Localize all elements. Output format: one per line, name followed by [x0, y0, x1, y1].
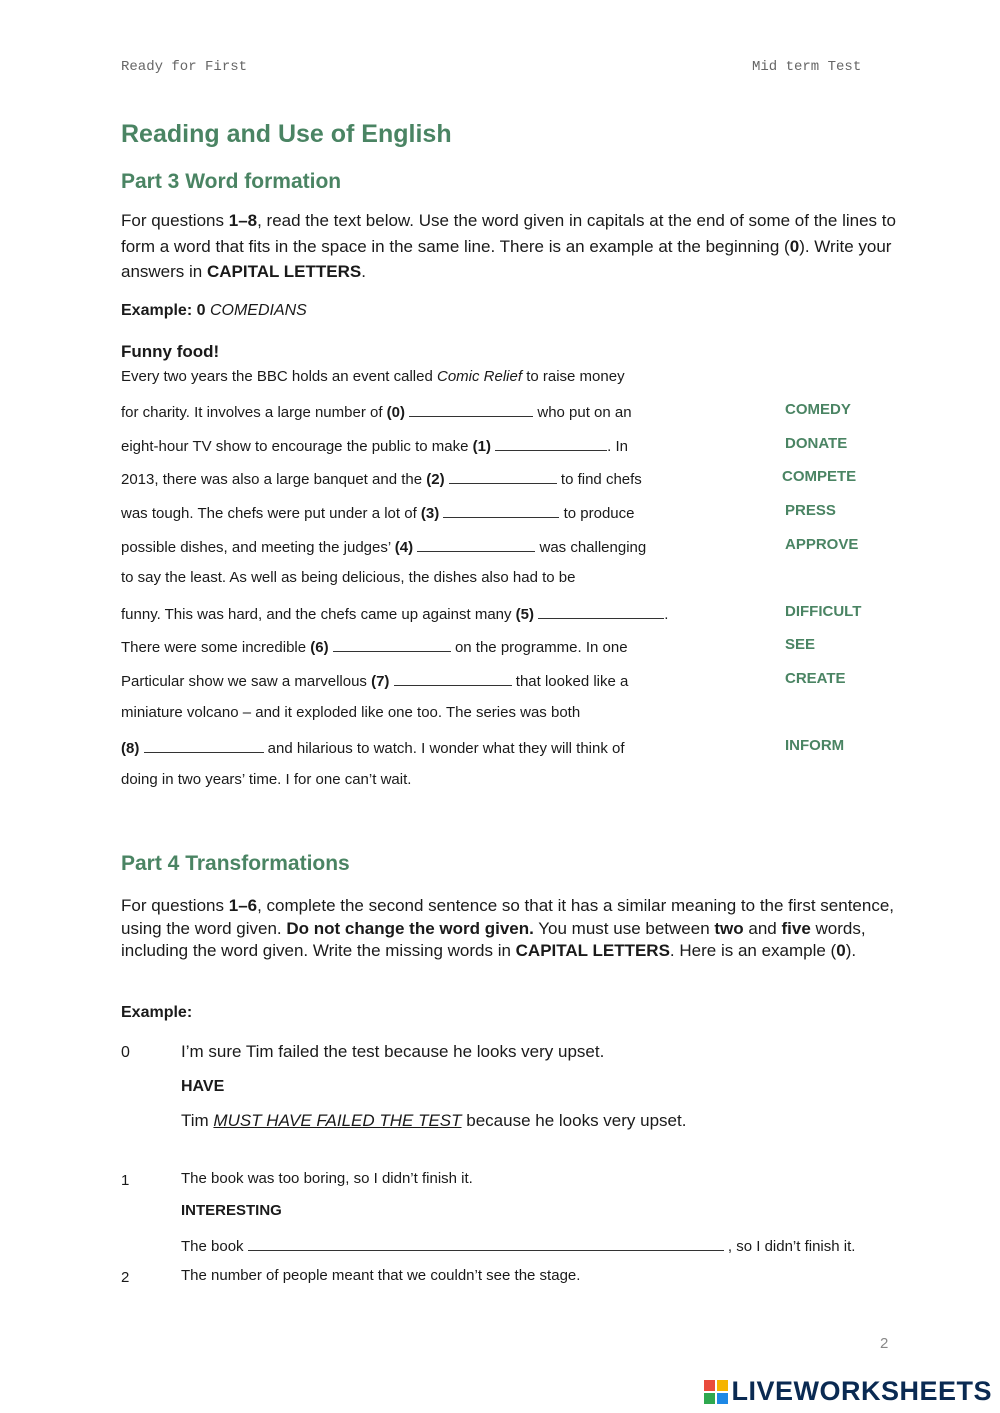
text-line-9: There were some incredible (6) on the programme. In one — [121, 636, 628, 656]
gap-5[interactable] — [538, 603, 664, 619]
part4-example-label: Example: — [121, 1004, 193, 1021]
gap-6[interactable] — [333, 636, 451, 652]
liveworksheets-logo[interactable] — [704, 1376, 992, 1407]
keyword-see: SEE — [785, 636, 816, 653]
keyword-create: CREATE — [785, 670, 846, 687]
keyword-inform: INFORM — [785, 737, 845, 754]
text-line-2: for charity. It involves a large number of (0) who put on an — [121, 401, 632, 421]
gap-0 — [409, 401, 533, 417]
gap-3[interactable] — [443, 502, 559, 518]
question-1-answer-line: The book , so I didn’t finish it. — [181, 1235, 855, 1255]
keyword-approve: APPROVE — [785, 536, 859, 553]
gap-2[interactable] — [449, 468, 557, 484]
page-title: Reading and Use of English — [121, 120, 452, 148]
question-1-sentence: The book was too boring, so I didn’t finish it. — [181, 1170, 473, 1187]
example-answer: Tim MUST HAVE FAILED THE TEST because he looks very upset. — [181, 1111, 687, 1130]
gap-7[interactable] — [394, 670, 512, 686]
text-line-10: Particular show we saw a marvellous (7) that looked like a — [121, 670, 628, 690]
question-2-number: 2 — [121, 1269, 130, 1286]
text-line-1: Every two years the BBC holds an event called Comic Relief to raise money — [121, 368, 625, 385]
header-left: Ready for First — [121, 59, 248, 75]
question-1-gap[interactable] — [248, 1235, 724, 1251]
keyword-comedy: COMEDY — [785, 401, 851, 418]
part4-instructions: For questions 1–6, complete the second sentence so that it has a similar meaning to the first sentence, using the word given. Do not change the word given. You must use between two and five words, including the word given. Write the missing words in CAPITAL LETTERS. Here is an example (0). — [121, 896, 895, 960]
text-line-8: funny. This was hard, and the chefs came up against many (5) . — [121, 603, 668, 623]
part3-instructions: For questions 1–8, read the text below. Use the word given in capitals at the end of some of the lines to form a word that fits in the space in the same line. There is an example at the beginning (0). Write your answers in CAPITAL LETTERS. — [121, 211, 896, 281]
part4-heading: Part 4 Transformations — [121, 852, 350, 875]
text-line-12: (8) and hilarious to watch. I wonder what they will think of — [121, 737, 625, 757]
example-number: 0 — [121, 1044, 130, 1061]
gap-8[interactable] — [144, 737, 264, 753]
text-title: Funny food! — [121, 342, 220, 361]
example-word: HAVE — [181, 1078, 225, 1095]
logo-grid-icon — [704, 1380, 728, 1404]
text-line-7: to say the least. As well as being delicious, the dishes also had to be — [121, 569, 576, 586]
keyword-difficult: DIFFICULT — [785, 603, 862, 620]
question-1-number: 1 — [121, 1172, 130, 1189]
example-sentence: I’m sure Tim failed the test because he looks very upset. — [181, 1042, 605, 1061]
text-line-4: 2013, there was also a large banquet and the (2) to find chefs — [121, 468, 642, 488]
keyword-press: PRESS — [785, 502, 836, 519]
keyword-compete: COMPETE — [782, 468, 857, 485]
keyword-donate: DONATE — [785, 435, 848, 452]
page-number: 2 — [880, 1335, 889, 1352]
text-line-11: miniature volcano – and it exploded like one too. The series was both — [121, 704, 581, 721]
part3-example: Example: 0 COMEDIANS — [121, 302, 307, 319]
logo-text: LIVEWORKSHEETS — [731, 1376, 992, 1406]
question-1-word: INTERESTING — [181, 1202, 282, 1219]
text-line-5: was tough. The chefs were put under a lot of (3) to produce — [121, 502, 634, 522]
gap-1[interactable] — [495, 435, 607, 451]
question-2-sentence: The number of people meant that we couldn’t see the stage. — [181, 1267, 581, 1284]
text-line-3: eight-hour TV show to encourage the public to make (1) . In — [121, 435, 628, 455]
header-right: Mid term Test — [752, 59, 862, 75]
gap-4[interactable] — [417, 536, 535, 552]
text-line-13: doing in two years’ time. I for one can’t wait. — [121, 771, 412, 788]
text-line-6: possible dishes, and meeting the judges’ (4) was challenging — [121, 536, 646, 556]
part3-heading: Part 3 Word formation — [121, 170, 342, 193]
